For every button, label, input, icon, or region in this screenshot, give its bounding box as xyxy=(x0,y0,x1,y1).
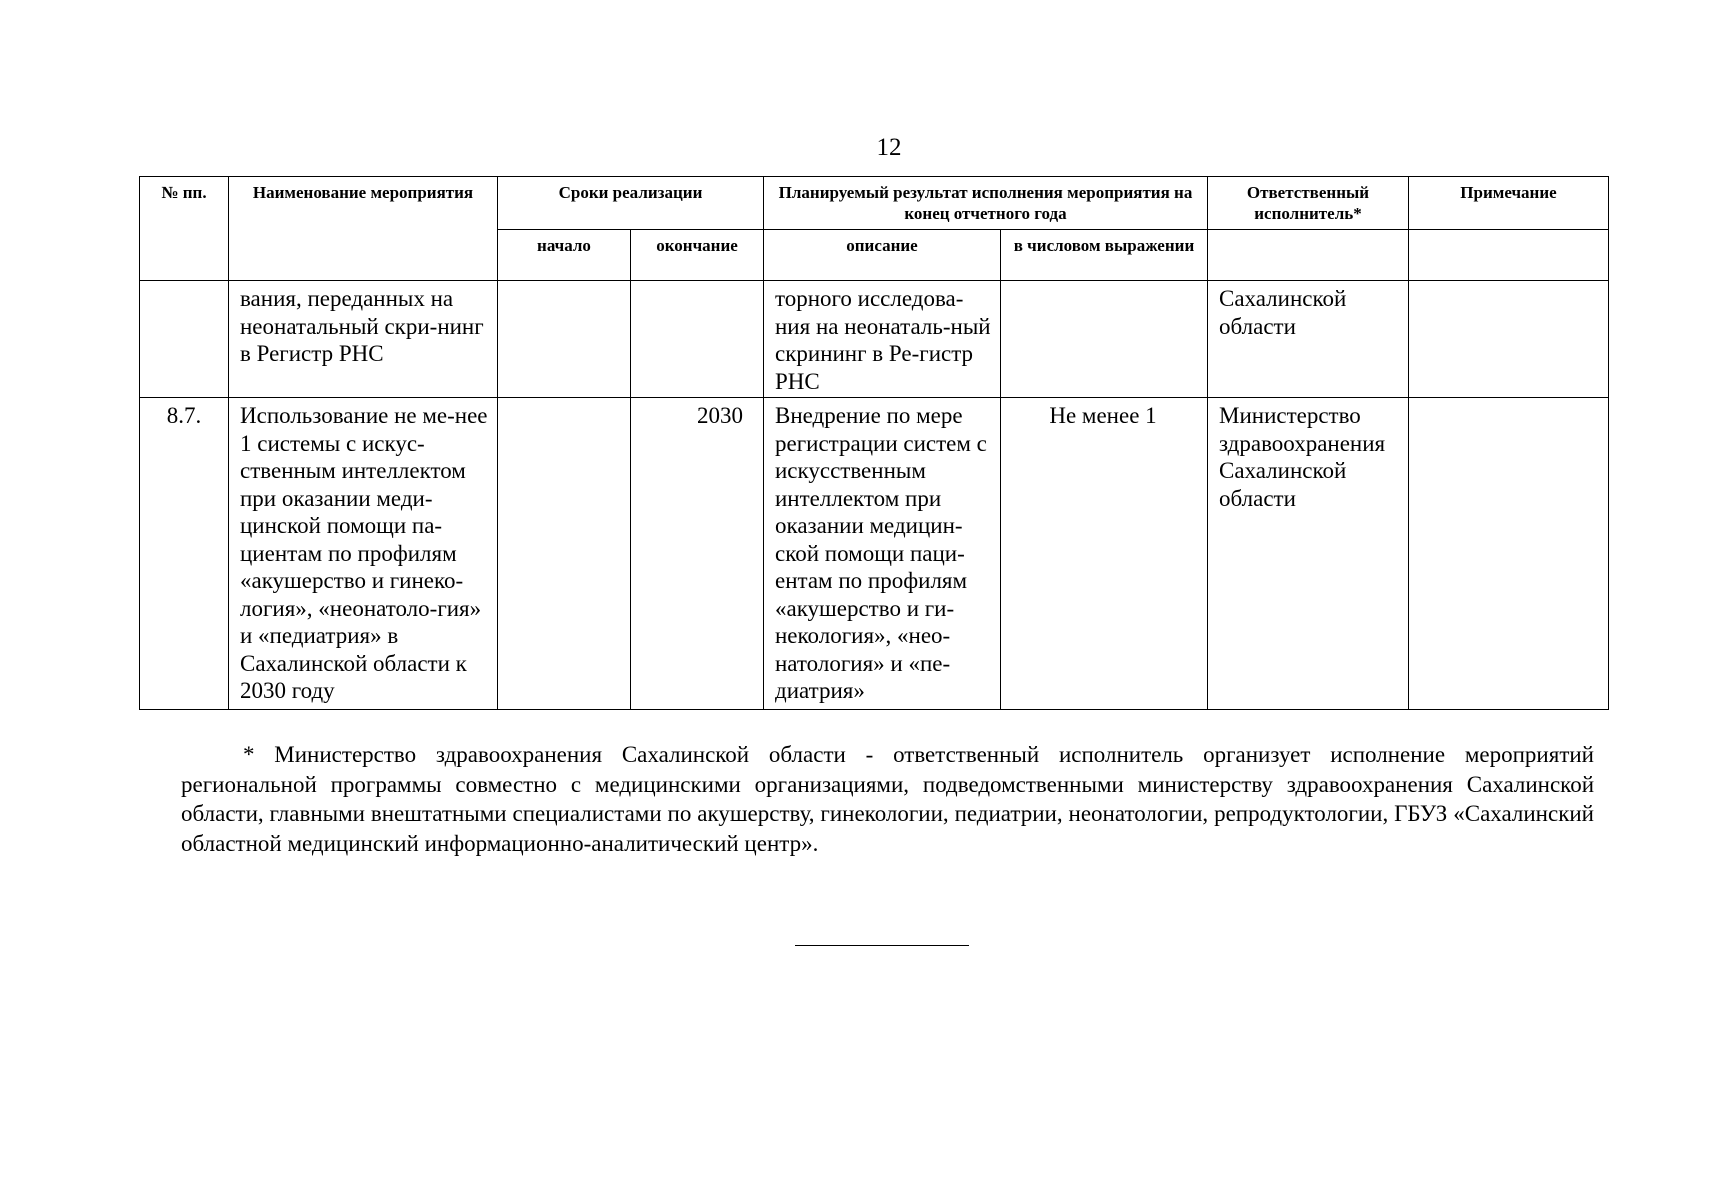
header-timing-end: окончание xyxy=(631,230,764,281)
footnote-text: * Министерство здравоохранения Сахалинской области - ответственный исполнитель организует исполнение мероприятий региональной программы совместно с медицинскими организациями, подведомственными министерству здравоохранения Сахалинской области, главными внештатными специалистами по акушерству, гинекологии, педиатрии, неонатологии, репродуктологии, ГБУЗ «Сахалинский областной медицинский информационно-аналитический центр». xyxy=(181,742,1594,856)
activities-table xyxy=(139,176,1609,710)
row-end: 2030 xyxy=(631,398,764,710)
row-description: Внедрение по мере регистрации систем с искусственным интеллектом при оказании медицин-ской помощи паци-ентам по профилям «акушерство и ги-некология», «нео-натология» и «пе-диатрия» xyxy=(764,398,1001,710)
row-responsible: Сахалинской области xyxy=(1208,281,1409,398)
row-description: торного исследова-ния на неонаталь-ный скрининг в Ре-гистр РНС xyxy=(764,281,1001,398)
header-responsible-empty xyxy=(1208,230,1409,281)
row-activity-name: Использование не ме-нее 1 системы с искус-ственным интеллектом при оказании меди-цинской помощи па-циентам по профилям «акушерство и гинеко-логия», «неонатоло-гия» и «педиатрия» в Сахалинской области к 2030 году xyxy=(229,398,498,710)
row-end xyxy=(631,281,764,398)
table-row xyxy=(140,281,1609,398)
table-row xyxy=(140,398,1609,710)
row-responsible: Министерство здравоохранения Сахалинской области xyxy=(1208,398,1409,710)
header-result-description: описание xyxy=(764,230,1001,281)
row-activity-name: вания, переданных на неонатальный скри-нинг в Регистр РНС xyxy=(229,281,498,398)
header-timing-start: начало xyxy=(498,230,631,281)
header-planned-result: Планируемый результат исполнения мероприятия на конец отчетного года xyxy=(764,177,1208,230)
row-num: 8.7. xyxy=(140,398,229,710)
header-num: № пп. xyxy=(140,177,229,281)
header-timing: Сроки реализации xyxy=(498,177,764,230)
header-result-numeric: в числовом выражении xyxy=(1001,230,1208,281)
header-responsible: Ответственный исполнитель* xyxy=(1208,177,1409,230)
header-activity-name: Наименование мероприятия xyxy=(229,177,498,281)
row-num xyxy=(140,281,229,398)
row-note xyxy=(1409,281,1609,398)
row-start xyxy=(498,281,631,398)
header-note-empty xyxy=(1409,230,1609,281)
row-note xyxy=(1409,398,1609,710)
closing-rule xyxy=(795,945,969,946)
page-number: 12 xyxy=(876,134,902,161)
row-start xyxy=(498,398,631,710)
row-numeric: Не менее 1 xyxy=(1001,398,1208,710)
header-note: Примечание xyxy=(1409,177,1609,230)
row-numeric xyxy=(1001,281,1208,398)
footnote xyxy=(181,740,1594,858)
